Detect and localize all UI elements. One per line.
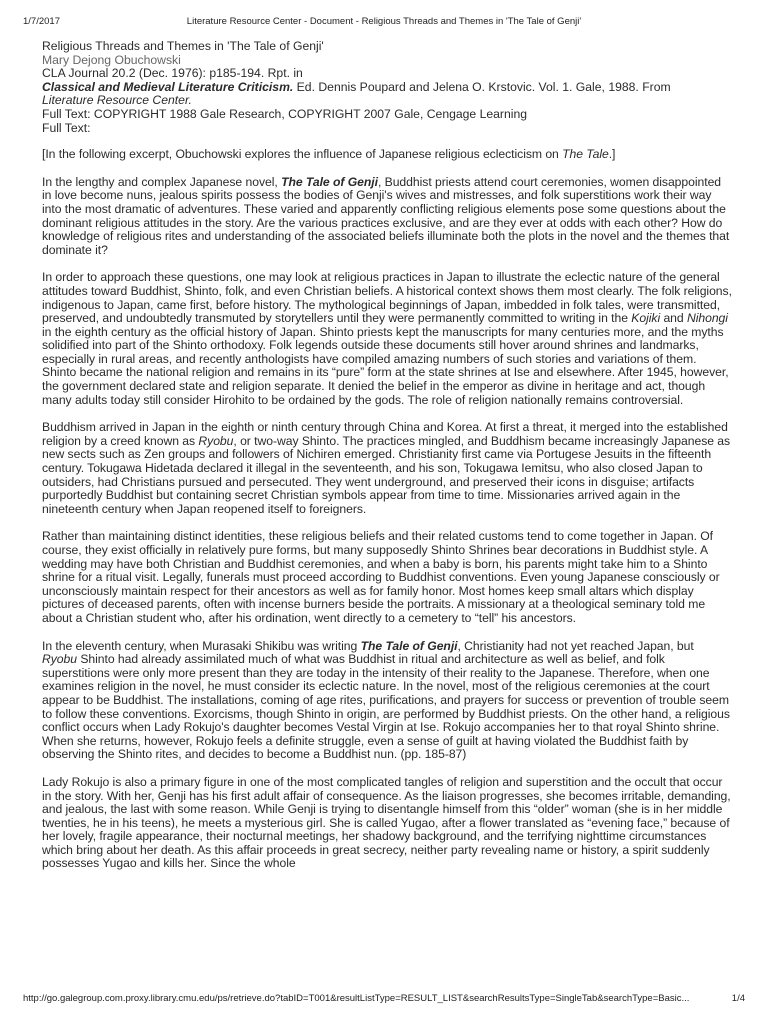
reprint-citation xyxy=(42,81,732,95)
paragraph-6: Lady Rokujo is also a primary figure in one of the most complicated tangles of religion and superstition and the occult that occur in the story. With her, Genji has his first adult affair of consequence. As the liaison progresses, she becomes irritable, demanding, and jealous, the last with some reason. While Genji is trying to disentangle himself from this “older” woman (she is in her middle twenties, he in his teens), he meets a mysterious girl. She is called Yugao, after a flower translated as “evening face,” because of her lovely, fragile appearance, their nocturnal meetings, her shadowy background, and the terrifying nighttime circumstances which bring about her death. As this affair proceeds in great secrecy, neither party revealing name or history, a spirit suddenly possesses Yugao and kills her. Since the whole xyxy=(42,774,731,871)
paragraph-5: In the eleventh century, when Murasaki Shikibu was writing The Tale of Genji, Christianity had not yet reached Japan, but Ryobu Shinto had already assimilated much of what was Buddhist in ritual and architecture as well as belief, and folk superstitions were only more present than they are today in the intensity of their reality to the Japanese. Therefore, when one examines religion in the novel, he must consider its eclectic nature. In the novel, most of the religious ceremonies at the court appear to be Buddhist. The installations, coming of age rites, purifications, and prayers for success or prevention of trouble seem to follow these conventions. Exorcisms, though Shinto in origin, are performed by Buddhist priests. On the other hand, a religious conflict occurs when Lady Rokujo's daughter becomes Vestal Virgin at Ise. Rokujo accompanies her to that royal Shinto shrine. When she returns, however, Rokujo feels a definite struggle, even a sense of guilt at having violated the Buddhist faith by observing the Shinto rites, and decides to become a Buddhist nun. (pp. 185-87) xyxy=(42,638,730,762)
paragraph-2: In order to approach these questions, one may look at religious practices in Japan to illustrate the eclectic nature of the general attitudes toward Buddhist, Shinto, folk, and even Christian beliefs. A historical context shows them most clearly. The folk religions, indigenous to Japan, came first, before history. The mythological beginnings of Japan, imbedded in folk tales, were transmitted, preserved, and undoubtedly transmuted by storytellers until they were permanently committed to writing in the Kojiki and Nihongi in the eighth century as the official history of Japan. Shinto priests kept the manuscripts for many centuries more, and the myths solidified into part of the Shinto orthodoxy. Folk legends outside these documents still hover around shrines and landmarks, especially in rural areas, and recently anthologists have compiled amazing numbers of such stories and variations of them. Shinto became the national religion and remains in its “pure” form at the state shrines at Ise and elsewhere. After 1945, however, the government declared state and religion separate. It denied the belief in the emperor as divine in heritage and act, though many adults today still consider Hirohito to be ordained by the gods. The role of religion nationally remains controversial. xyxy=(42,270,732,407)
print-page-title: Literature Resource Center - Document - Religious Threads and Themes in 'The Tale of Genji' xyxy=(186,16,582,27)
full-text-label: Full Text: xyxy=(42,120,91,135)
source-citation: CLA Journal 20.2 (Dec. 1976): p185-194. Rpt. in xyxy=(42,66,303,81)
print-date: 1/7/2017 xyxy=(23,16,60,27)
database-line xyxy=(42,94,732,108)
print-footer xyxy=(23,993,745,1007)
kojiki-title: Kojiki xyxy=(631,311,661,326)
article-title: Religious Threads and Themes in 'The Tale of Genji' xyxy=(42,39,324,53)
database-name: Literature Resource Center. xyxy=(42,93,192,108)
novel-title: The Tale of Genji xyxy=(281,174,378,189)
novel-title: The Tale of Genji xyxy=(360,638,458,653)
nihongi-title: Nihongi xyxy=(686,311,728,326)
book-title: Classical and Medieval Literature Criticism. xyxy=(42,79,294,94)
book-editors: Ed. Dennis Poupard and Jelena O. Krstovic. Vol. 1. Gale, 1988. From xyxy=(293,79,671,94)
page-url: http://go.galegroup.com.proxy.library.cmu.edu/ps/retrieve.do?tabID=T001&resultListType=RESULT_LIST&searchResultsType=SingleTab&searchType=Basic... xyxy=(23,993,690,1004)
page-number: 1/4 xyxy=(731,993,745,1004)
copyright-line: Full Text: COPYRIGHT 1988 Gale Research, COPYRIGHT 2007 Gale, Cengage Learning xyxy=(42,106,528,121)
document-body xyxy=(42,40,732,871)
print-header xyxy=(23,16,745,30)
paragraph-1: In the lengthy and complex Japanese novel, The Tale of Genji, Buddhist priests attend court ceremonies, women disappointed in love become nuns, jealous spirits possess the bodies of Genji's wives and mistresses, and folk superstitions work their way into the most dramatic of adventures. These varied and apparently conflicting religious elements pose some questions about the dominant religious attitudes in the story. Are the various practices exclusive, and are they ever at odds with each other? How do knowledge of religious rites and understanding of the associated beliefs illuminate both the plots in the novel and the themes that dominate it? xyxy=(42,174,730,257)
paragraph-3: Buddhism arrived in Japan in the eighth or ninth century through China and Korea. At first a threat, it merged into the established religion by a creed known as Ryobu, or two-way Shinto. The practices mingled, and Buddhism became increasingly Japanese as new sects such as Zen groups and followers of Nichiren emerged. Christianity first came via Portugese Jesuits in the fifteenth century. Tokugawa Hidetada declared it illegal in the seventeenth, and his son, Tokugawa Iemitsu, who also closed Japan to outsiders, had Christians pursued and persecuted. They went underground, and preserved their icons in disguise; artifacts purportedly Buddhist but containing secret Christian symbols appear from time to time. Missionaries arrived again in the nineteenth century when Japan reopened itself to foreigners. xyxy=(42,420,731,516)
paragraph-4: Rather than maintaining distinct identities, these religious beliefs and their related customs tend to come together in Japan. Of course, they exist officially in relatively pure forms, but many supposedly Shinto Shrines bear decorations in Buddhist style. A wedding may have both Christian and Buddhist ceremonies, and when a baby is born, his parents might take him to a Shinto shrine for a ritual visit. Legally, funerals must proceed according to Buddhist conventions. Even young Japanese consciously or unconsciously maintain respect for their ancestors as well as for family honor. Most homes keep small altars which display pictures of deceased parents, often with incense burners beside the portraits. A missionary at a theological seminary told me about a Christian student who, after his ordination, went directly to a cemetery to “tell” his ancestors. xyxy=(42,529,720,625)
article-author: Mary Dejong Obuchowski xyxy=(42,52,181,67)
citation-block xyxy=(42,40,732,135)
ryobu-term: Ryobu xyxy=(198,433,234,448)
editorial-note-title: The Tale xyxy=(562,147,609,162)
editorial-note: [In the following excerpt, Obuchowski explores the influence of Japanese religious eclecticism on The Tale.] xyxy=(42,147,616,162)
ryobu-term: Ryobu xyxy=(42,652,77,667)
